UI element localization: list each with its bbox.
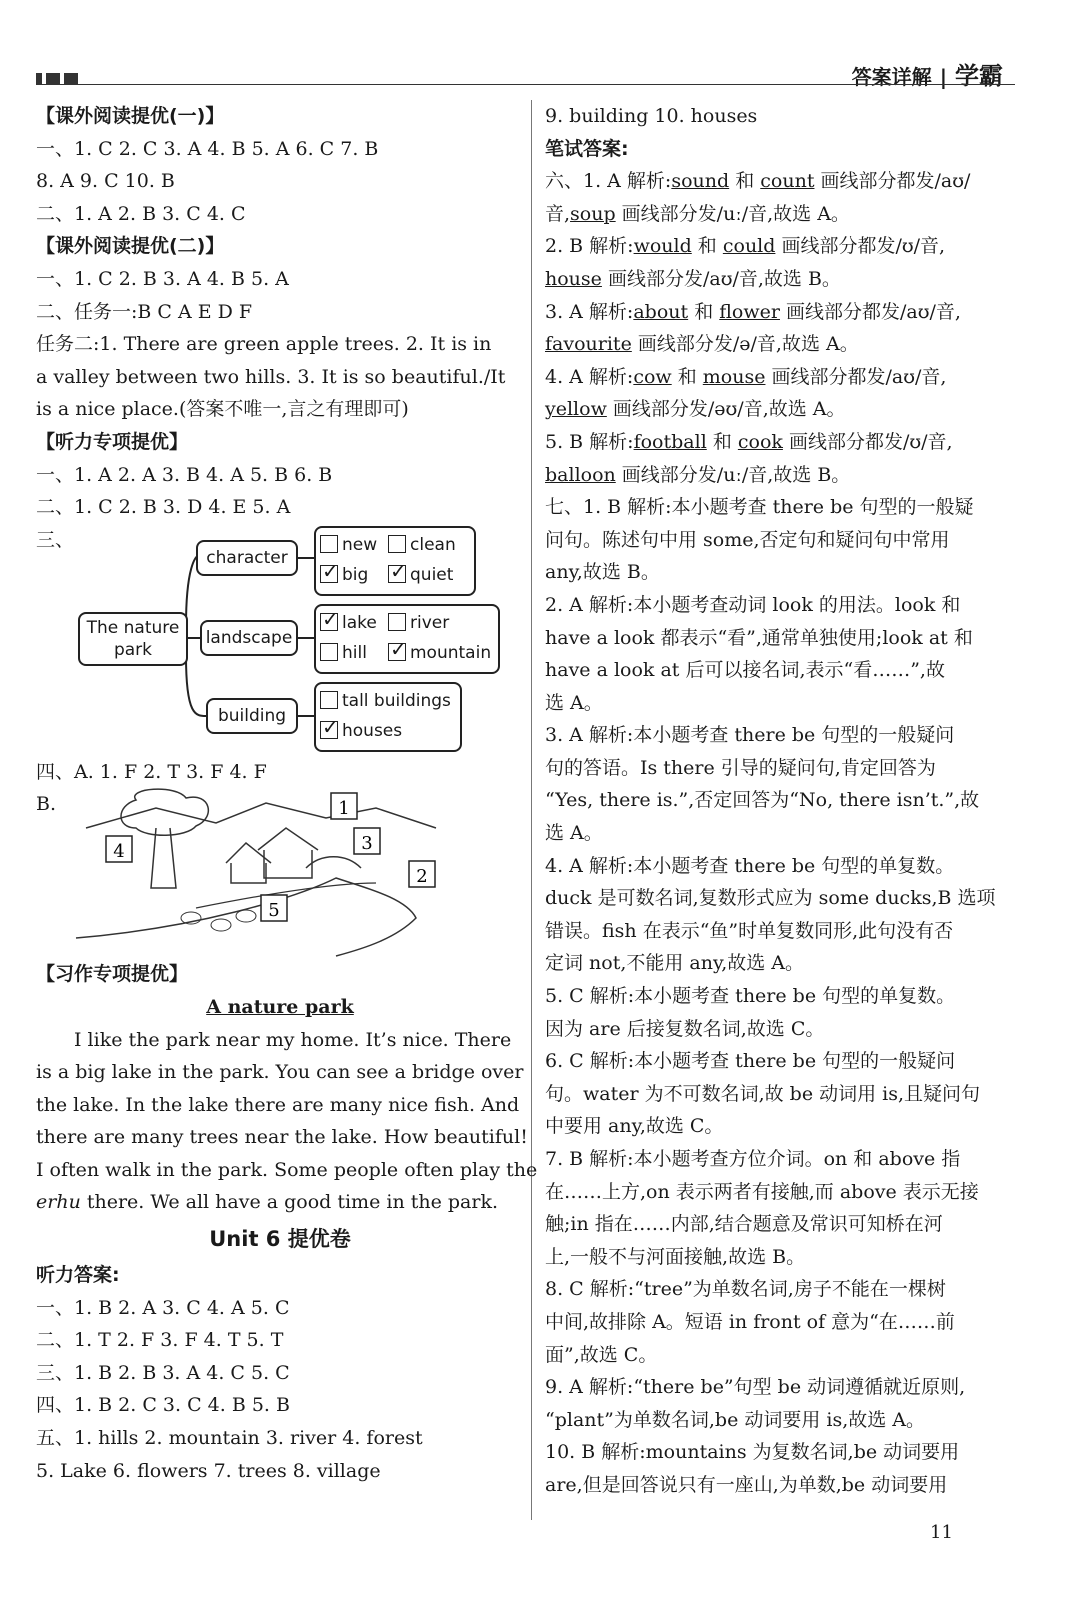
checkbox-big-checked xyxy=(320,565,338,583)
answer-line: 一、1. A 2. A 3. B 4. A 5. B 6. B xyxy=(36,463,333,486)
page-number: 11 xyxy=(930,1522,953,1543)
phonics-line: 音,soup 画线部分发/uː/音,故选 A。 xyxy=(545,202,850,225)
answer-line: 四、1. B 2. C 3. C 4. B 5. B xyxy=(36,1394,290,1417)
explanation-line: 定词 not,不能用 any,故选 A。 xyxy=(545,952,805,975)
phonics-line: 3. A 解析:about 和 flower 画线部分都发/aʊ/音, xyxy=(545,300,961,323)
header-decoration xyxy=(36,70,114,82)
checkbox-tall-buildings xyxy=(320,691,338,709)
checkbox-clean xyxy=(388,535,406,553)
explanation-line: 在……上方,on 表示两者有接触,而 above 表示无接 xyxy=(545,1180,979,1203)
explanation-line: are,但是回答说只有一座山,为单数,be 动词要用 xyxy=(545,1473,948,1496)
option-label: tall buildings xyxy=(342,690,451,711)
explanation-line: 4. A 解析:本小题考查 there be 句型的单复数。 xyxy=(545,854,955,877)
checkbox-new xyxy=(320,535,338,553)
option-label: houses xyxy=(342,720,403,741)
scene-illustration xyxy=(36,788,524,958)
explanation-line: 8. C 解析:“tree”为单数名词,房子不能在一棵树 xyxy=(545,1278,946,1301)
checkbox-hill xyxy=(320,643,338,661)
answer-line: 三、1. B 2. B 3. A 4. C 5. C xyxy=(36,1361,290,1384)
essay-line: there are many trees near the lake. How beautiful! xyxy=(36,1126,528,1149)
park-scene-drawing xyxy=(36,788,524,958)
explanation-line: 句的答语。Is there 引导的疑问句,肯定回答为 xyxy=(545,756,936,779)
essay-title xyxy=(36,991,524,1024)
answer-line: 二、1. T 2. F 3. F 4. T 5. T xyxy=(36,1329,284,1352)
subsection-title: 笔试答案: xyxy=(545,137,629,160)
phonics-line: yellow 画线部分发/əʊ/音,故选 A。 xyxy=(545,398,846,421)
option-river xyxy=(388,612,449,634)
section-title: 【课外阅读提优(二)】 xyxy=(36,235,225,258)
scene-label-1: 1 xyxy=(338,798,350,820)
option-label: new xyxy=(342,534,378,555)
explanation-line: 错误。fish 在表示“鱼”时单复数同形,此句没有否 xyxy=(545,919,954,942)
answer-line: 一、1. C 2. B 3. A 4. B 5. A xyxy=(36,267,289,290)
explanation-line: 触;in 指在……内部,结合题意及常识可知桥在河 xyxy=(545,1213,943,1236)
phonics-line: balloon 画线部分发/uː/音,故选 B。 xyxy=(545,463,851,486)
explanation-line: “Yes, there is.”,否定回答为“No, there isn’t.”,故 xyxy=(545,789,980,812)
essay-line: I often walk in the park. Some people often play the xyxy=(36,1158,538,1181)
checkbox-lake-checked xyxy=(320,613,338,631)
option-quiet xyxy=(388,564,453,586)
mind-map-branch-building: building xyxy=(206,698,298,734)
checkbox-river xyxy=(388,613,406,631)
section-title: 【课外阅读提优(一)】 xyxy=(36,105,225,127)
answer-line: 二、1. A 2. B 3. C 4. C xyxy=(36,202,246,225)
page-header xyxy=(0,0,1075,90)
explanation-line: 面”,故选 C。 xyxy=(545,1343,658,1366)
option-label: clean xyxy=(410,534,456,555)
section-title: 【习作专项提优】 xyxy=(36,963,189,986)
essay-italic-word: erhu xyxy=(36,1191,81,1214)
option-big xyxy=(320,564,368,586)
option-mountain xyxy=(388,642,491,664)
explanation-line: 中要用 any,故选 C。 xyxy=(545,1115,724,1138)
explanation-line: 2. A 解析:本小题考查动词 look 的用法。look 和 xyxy=(545,593,961,616)
section-title: 【听力专项提优】 xyxy=(36,430,189,453)
mind-map-branch-landscape: landscape xyxy=(200,620,298,656)
explanation-line: 中间,故排除 A。短语 in front of 意为“在……前 xyxy=(545,1310,955,1333)
option-houses xyxy=(320,720,402,742)
option-hill xyxy=(320,642,367,664)
answer-line: 一、1. C 2. C 3. A 4. B 5. A 6. C 7. B xyxy=(36,137,379,160)
header-separator: | xyxy=(939,65,947,89)
essay-line xyxy=(36,1186,524,1219)
phonics-line: 六、1. A 解析:sound 和 count 画线部分都发/aʊ/ xyxy=(545,170,971,193)
explanation-line: 10. B 解析:mountains 为复数名词,be 动词要用 xyxy=(545,1441,960,1464)
option-label: quiet xyxy=(410,564,454,585)
option-clean xyxy=(388,534,456,556)
essay-line: is a big lake in the park. You can see a bridge over xyxy=(36,1061,524,1084)
checkbox-mountain-checked xyxy=(388,643,406,661)
answer-line: 五、1. hills 2. mountain 3. river 4. forest xyxy=(36,1427,423,1450)
explanation-line: 5. C 解析:本小题考查 there be 句型的单复数。 xyxy=(545,985,956,1008)
explanation-line: duck 是可数名词,复数形式应为 some ducks,B 选项 xyxy=(545,887,996,910)
option-label: lake xyxy=(342,612,377,633)
explanation-line: 上,一般不与河面接触,故选 B。 xyxy=(545,1245,806,1268)
answer-line: 二、1. C 2. B 3. D 4. E 5. A xyxy=(36,496,291,519)
answer-line: a valley between two hills. 3. It is so beautiful./It xyxy=(36,365,506,388)
scene-label-3: 3 xyxy=(361,833,373,855)
unit-title: Unit 6 提优卷 xyxy=(209,1227,351,1252)
header-rule xyxy=(36,84,1015,85)
option-tall-buildings xyxy=(320,690,451,712)
explanation-line: 6. C 解析:本小题考查 there be 句型的一般疑问 xyxy=(545,1050,956,1073)
scene-label-5: 5 xyxy=(268,900,280,922)
option-new xyxy=(320,534,377,556)
explanation-line: “plant”为单数名词,be 动词要用 is,故选 A。 xyxy=(545,1408,926,1431)
essay-line-rest: there. We all have a good time in the park. xyxy=(80,1191,498,1214)
header-title xyxy=(852,56,1003,91)
scene-label-4: 4 xyxy=(113,841,125,863)
explanation-line: have a look at 后可以接名词,表示“看……”,故 xyxy=(545,659,945,682)
answer-line: 一、1. B 2. A 3. C 4. A 5. C xyxy=(36,1296,290,1319)
explanation-line: 7. B 解析:本小题考查方位介词。on 和 above 指 xyxy=(545,1148,961,1170)
essay-line: I like the park near my home. It’s nice. There xyxy=(74,1028,512,1051)
explanation-line: any,故选 B。 xyxy=(545,561,660,584)
phonics-line: 5. B 解析:football 和 cook 画线部分都发/ʊ/音, xyxy=(545,430,953,453)
mind-map xyxy=(36,526,524,756)
header-title-text: 答案详解 xyxy=(851,65,932,89)
option-label: mountain xyxy=(410,642,492,663)
answer-line: is a nice place.(答案不唯一,言之有理即可) xyxy=(36,398,409,421)
option-label: hill xyxy=(342,642,367,663)
explanation-line: 句。water 为不可数名词,故 be 动词用 is,且疑问句 xyxy=(545,1082,981,1105)
answer-line: 5. Lake 6. flowers 7. trees 8. village xyxy=(36,1459,381,1482)
option-label: river xyxy=(410,612,450,633)
answer-line: 9. building 10. houses xyxy=(545,105,758,127)
essay-title-text: A nature park xyxy=(206,995,354,1018)
option-label: big xyxy=(342,564,369,585)
phonics-line: house 画线部分发/aʊ/音,故选 B。 xyxy=(545,267,841,290)
phonics-line: 2. B 解析:would 和 could 画线部分都发/ʊ/音, xyxy=(545,235,946,258)
explanation-line: 3. A 解析:本小题考查 there be 句型的一般疑问 xyxy=(545,724,955,747)
answer-line: 四、A. 1. F 2. T 3. F 4. F xyxy=(36,760,267,783)
checkbox-houses-checked xyxy=(320,721,338,739)
explanation-line: 选 A。 xyxy=(545,822,603,845)
column-divider xyxy=(531,100,532,1520)
grammar-answers xyxy=(545,491,1033,1501)
explanation-line: 9. A 解析:“there be”句型 be 动词遵循就近原则, xyxy=(545,1376,966,1399)
phonics-line: 4. A 解析:cow 和 mouse 画线部分都发/aʊ/音, xyxy=(545,365,947,388)
explanation-line: 七、1. B 解析:本小题考查 there be 句型的一般疑 xyxy=(545,496,974,519)
mind-map-center: The nature park xyxy=(78,612,188,666)
answer-line: 8. A 9. C 10. B xyxy=(36,170,175,193)
explanation-line: 问句。陈述句中用 some,否定句和疑问句中常用 xyxy=(545,528,950,551)
header-brand: 学霸 xyxy=(955,62,1003,90)
phonics-line: favourite 画线部分发/ə/音,故选 A。 xyxy=(545,333,859,356)
left-column: 【课外阅读提优(一)】 一、1. C 2. C 3. A 4. B 5. A 6. C 7. B 8. A 9. C 10. B 二、1. A 2. B 3. C 4. C 【课外阅读提优(二)】 一、1. C 2. B 3. A 4. B 5. A 二、任务一:B C A E D F 任务二:1. There are green apple trees. 2. It is in a valley between two hills. 3. It is so beautiful./It is a nice place.(答案不唯一,言之有理即可) 【听力专项提优】 一、1. A 2. A 3. B 4. A 5. B 6. B 二、1. C 2. B 3. D 4. E 5. A 三、 The nature park character landscape building new clean ✓big ✓ quiet ✓lake river hill ✓ mountain tall buildings ✓houses 四、A. 1. F 2. T 3. F 4. F B. 1 2 3 4 5 【习作专项提优】 A nature park I like the park near my home. It’s nice. There is a big lake in the park. You can see a bridge over the lake. In the lake there are many nice fish. And there are many trees near the lake. How beautiful! I often walk in the park. Some people often play the erhu there. We all have a good time in the park. Unit 6 提优卷 听力答案: 一、1. B 2. A 3. C 4. A 5. C 二、1. T 2. F 3. F 4. T 5. T 三、1. B 2. B 3. A 4. C 5. C 四、1. B 2. C 3. C 4. B 5. B 五、1. hills 2. mountain 3. river 4. forest 5. Lake 6. flowers 7. trees 8. village xyxy=(36,100,524,1487)
explanation-line: 选 A。 xyxy=(545,691,603,714)
mind-map-branch-character: character xyxy=(196,540,298,576)
right-column xyxy=(545,100,1033,1502)
checkbox-quiet-checked xyxy=(388,565,406,583)
option-lake xyxy=(320,612,377,634)
subsection-title: 听力答案: xyxy=(36,1264,120,1287)
answer-line: 二、任务一:B C A E D F xyxy=(36,300,253,323)
answer-line: 任务二:1. There are green apple trees. 2. It is in xyxy=(36,333,492,356)
scene-label-2: 2 xyxy=(416,866,428,888)
explanation-line: have a look 都表示“看”,通常单独使用;look at 和 xyxy=(545,626,973,649)
explanation-line: 因为 are 后接复数名词,故选 C。 xyxy=(545,1017,825,1040)
essay-line: the lake. In the lake there are many nice fish. And xyxy=(36,1093,520,1116)
